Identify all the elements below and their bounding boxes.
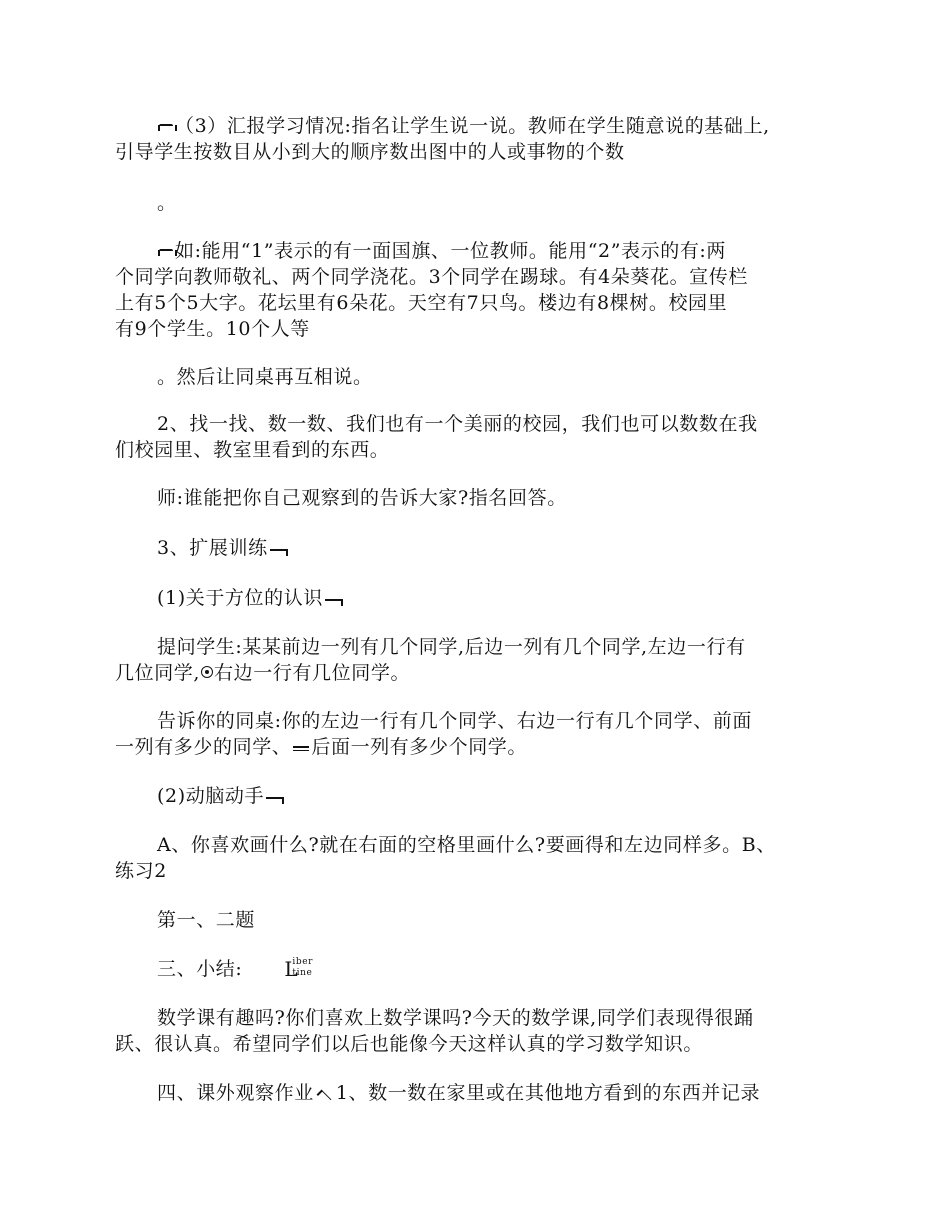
paragraph-deskmate — [115, 364, 840, 390]
text-line: 一列有多少的同学、 后面一列有多少个同学。 — [115, 736, 528, 758]
text-line: （3）汇报学习情况:指名让学生说一说。教师在学生随意说的基础上, — [115, 113, 840, 139]
scan-artifact-open-mark — [157, 244, 175, 258]
scan-artifact-ring-mark — [201, 666, 213, 678]
paragraph-ask-students — [115, 634, 840, 686]
text-line: 第一、二题 — [157, 909, 256, 931]
text-line: 3、扩展训练 — [115, 535, 840, 561]
text-line: 个同学向教师敬礼、两个同学浇花。3个同学在踢球。有4朵葵花。宣传栏 — [115, 266, 748, 288]
text-line: 几位同学, 右边一行有几位同学。 — [115, 662, 411, 684]
paragraph-drawing — [115, 832, 840, 884]
text-line: 。然后让同桌再互相说。 — [157, 366, 373, 388]
text-line: (2)动脑动手 — [115, 783, 840, 809]
text-line: 告诉你的同桌:你的左边一行有几个同学、右边一行有几个同学、前面 — [157, 710, 753, 732]
paragraph-example — [115, 238, 840, 342]
scan-artifact-close-mark — [323, 591, 345, 605]
paragraph-tell-deskmate — [115, 708, 840, 760]
scan-artifact-close-mark — [264, 789, 286, 803]
text-line: 上有5个5大字。花坛里有6朵花。天空有7只鸟。楼边有8棵树。校园里 — [115, 292, 728, 314]
text-line: 师:谁能把你自己观察到的告诉大家?指名回答。 — [157, 487, 567, 509]
text-line: 如:能用“1”表示的有一面国旗、一位教师。能用“2”表示的有:两 — [115, 238, 840, 264]
paragraph-teacher-question — [115, 485, 840, 511]
text-line: 们校园里、教室里看到的东西。 — [115, 439, 390, 461]
text-line: 提问学生:某某前边一列有几个同学,后边一列有几个同学,左边一行有 — [157, 636, 746, 658]
text-line: 练习2 — [115, 860, 167, 882]
paragraph-questions — [115, 907, 840, 933]
text-line: A、你喜欢画什么?就在右面的空格里画什么?要画得和左边同样多。B、 — [157, 834, 776, 856]
scan-artifact-chevron-mark — [314, 1086, 336, 1100]
heading-summary — [115, 956, 840, 982]
paragraph-find-count — [115, 411, 840, 463]
text-line: 。 — [157, 192, 177, 214]
scan-artifact-open-mark — [157, 119, 175, 133]
scan-artifact-close-mark — [268, 541, 290, 555]
scan-artifact-bar-mark — [291, 740, 311, 754]
paragraph-summary-text — [115, 1005, 840, 1057]
heading-hands-on — [115, 783, 840, 809]
text-line: 四、课外观察作业 1、数一数在家里或在其他地方看到的东西并记录 — [157, 1082, 761, 1104]
text-line: 三、小结: L iber tine — [157, 957, 314, 981]
paragraph-homework — [115, 1080, 840, 1106]
heading-extension-training — [115, 535, 840, 561]
text-line: 跃、很认真。希望同学们以后也能像今天这样认真的学习数学知识。 — [115, 1033, 704, 1055]
text-line: 数学课有趣吗?你们喜欢上数学课吗?今天的数学课,同学们表现得很踊 — [157, 1007, 754, 1029]
text-line: 引导学生按数目从小到大的顺序数出图中的人或事物的个数 — [115, 141, 625, 163]
paragraph-report — [115, 113, 840, 165]
text-line: 有9个学生。10个人等 — [115, 318, 310, 340]
heading-direction — [115, 585, 840, 611]
text-line: (1)关于方位的认识 — [115, 585, 840, 611]
scan-artifact-stacked-letters: L iber tine — [284, 957, 314, 981]
paragraph-period — [115, 190, 840, 216]
text-line: 2、找一找、数一数、我们也有一个美丽的校园，我们也可以数数在我 — [157, 413, 758, 435]
